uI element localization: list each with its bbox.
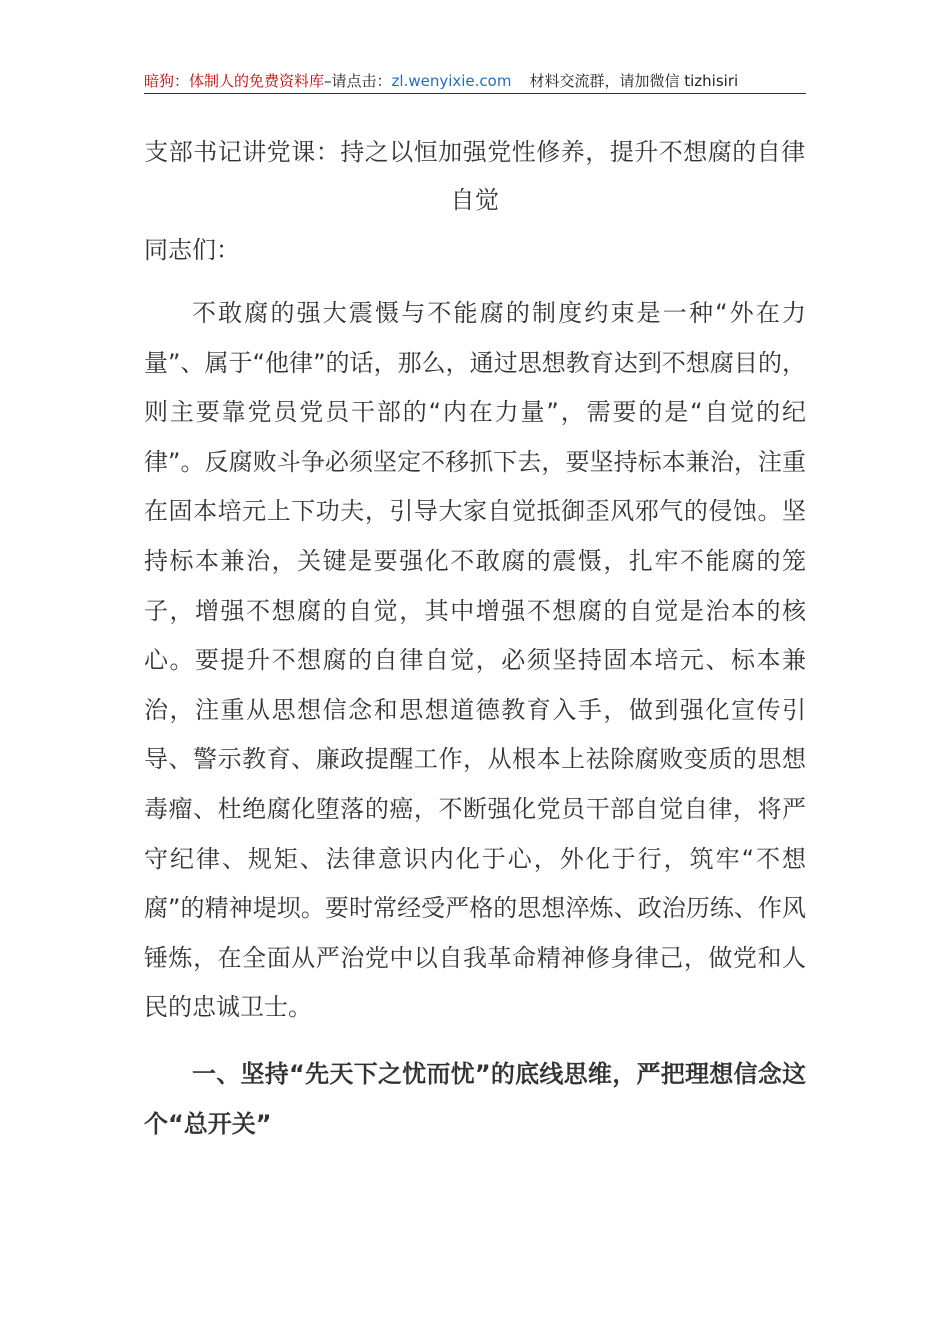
promo-text: 暗狗：体制人的免费资料库 [144,72,325,90]
body-paragraph: 不敢腐的强大震慑与不能腐的制度约束是一种“外在力量”、属于“他律”的话，那么，通过思想教育达到不想腐目的，则主要靠党员党员干部的“内在力量”，需要的是“自觉的纪律”。反腐败斗争必须坚定不移抓下去，要坚持标本兼治，注重在固本培元上下功夫，引导大家自觉抵御歪风邪气的侵蚀。坚持标本兼治，关键是要强化不敢腐的震慑，扎牢不能腐的笼子，增强不想腐的自觉，其中增强不想腐的自觉是治本的核心。要提升不想腐的自律自觉，必须坚持固本培元、标本兼治，注重从思想信念和思想道德教育入手，做到强化宣传引导、警示教育、廉政提醒工作，从根本上祛除腐败变质的思想毒瘤、杜绝腐化堕落的癌，不断强化党员干部自觉自律，将严守纪律、规矩、法律意识内化于心，外化于行，筑牢“不想腐”的精神堤坝。要时常经受严格的思想淬炼、政治历练、作风锤炼，在全面从严治党中以自我革命精神修身律己，做党和人民的忠诚卫士。 [144,299,806,1022]
section-heading: 一、坚持“先天下之忧而忧”的底线思维，严把理想信念这个“总开关” [144,1060,806,1138]
click-prompt: –请点击： [324,72,392,90]
salutation: 同志们： [144,236,240,264]
site-link[interactable]: zl.wenyixie.com [391,72,512,90]
header-divider [144,93,806,94]
header-banner [144,70,806,92]
page-title: 支部书记讲党课：持之以恒加强党性修养，提升不想腐的自律自觉 [144,138,806,214]
contact-text: 材料交流群，请加微信 tizhisiri [529,72,739,90]
